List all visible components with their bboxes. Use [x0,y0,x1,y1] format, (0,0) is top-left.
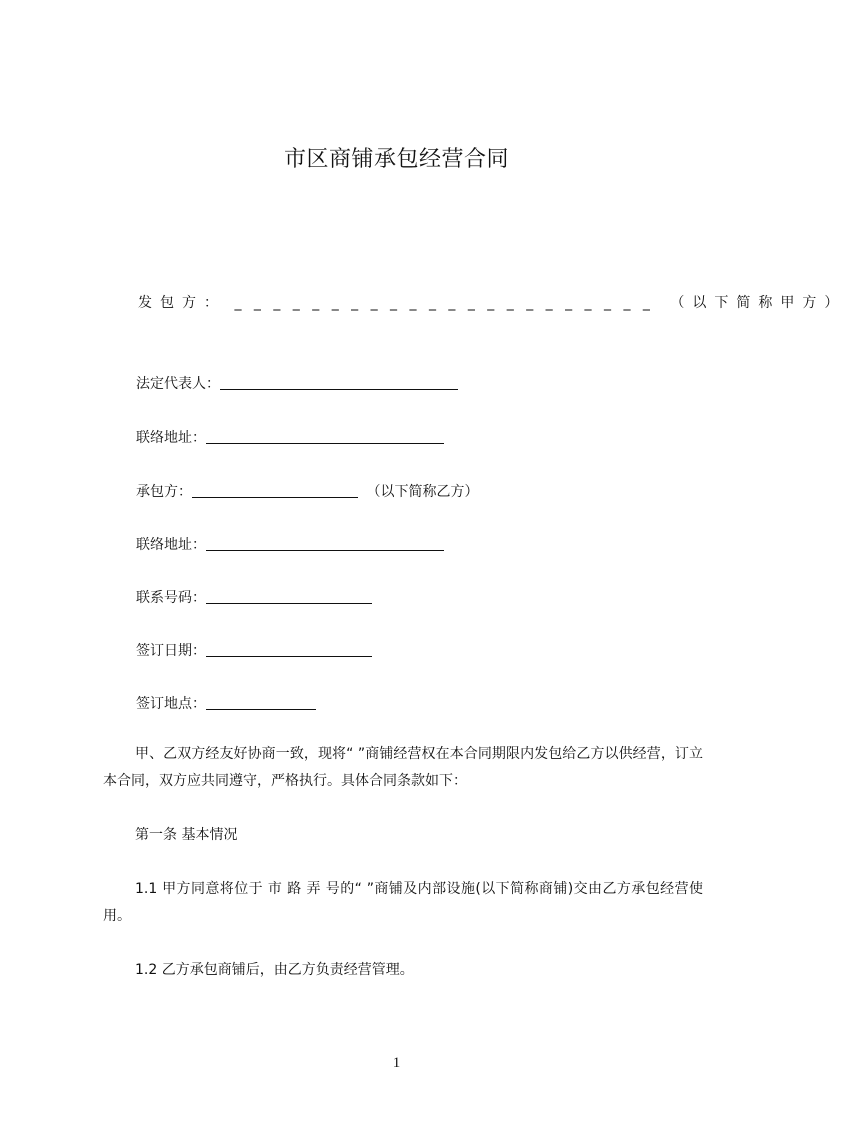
legal-rep-blank [220,375,458,390]
legal-rep-line [136,373,458,393]
phone-label: 联系号码： [136,590,206,606]
sign-place-line [136,693,316,713]
sign-place-label: 签订地点： [136,696,206,712]
article-1-heading: 第一条 基本情况 [135,827,238,843]
clause-1-1: 1.1 甲方同意将位于 市 路 弄 号的“ ”商铺及内部设施(以下简称商铺)交由乙方承包经营使用。 [103,881,703,924]
phone-line [136,587,372,607]
sign-date-line [136,640,372,660]
party-a-label: 发包方： [138,295,226,311]
address-a-blank [206,429,444,444]
page-number: 1 [392,1055,401,1071]
party-b-label: 承包方： [136,484,192,500]
document-title: 市区商铺承包经营合同 [283,147,509,172]
intro-paragraph: 甲、乙双方经友好协商一致，现将“ ”商铺经营权在本合同期限内发包给乙方以供经营，订立本合同，双方应共同遵守，严格执行。具体合同条款如下： [103,746,703,789]
address-b-blank [206,536,444,551]
sign-place-blank [206,695,316,710]
sign-date-label: 签订日期： [136,643,206,659]
party-b-suffix: （以下简称乙方） [366,484,479,500]
legal-rep-label: 法定代表人： [136,376,220,392]
party-a-line [138,292,846,312]
clause-1-2: 1.2 乙方承包商铺后，由乙方负责经营管理。 [135,962,414,978]
phone-blank [206,589,372,604]
address-b-line [136,534,444,554]
address-a-label: 联络地址： [136,430,206,446]
address-b-label: 联络地址： [136,537,206,553]
party-b-blank [192,483,358,498]
party-a-suffix: （以下简称甲方） [670,295,846,311]
party-a-blank: _ _ _ _ _ _ _ _ _ _ _ _ _ _ _ _ _ _ _ _ _ _ [234,295,654,311]
sign-date-blank [206,642,372,657]
party-b-line [136,481,478,501]
address-a-line [136,427,444,447]
